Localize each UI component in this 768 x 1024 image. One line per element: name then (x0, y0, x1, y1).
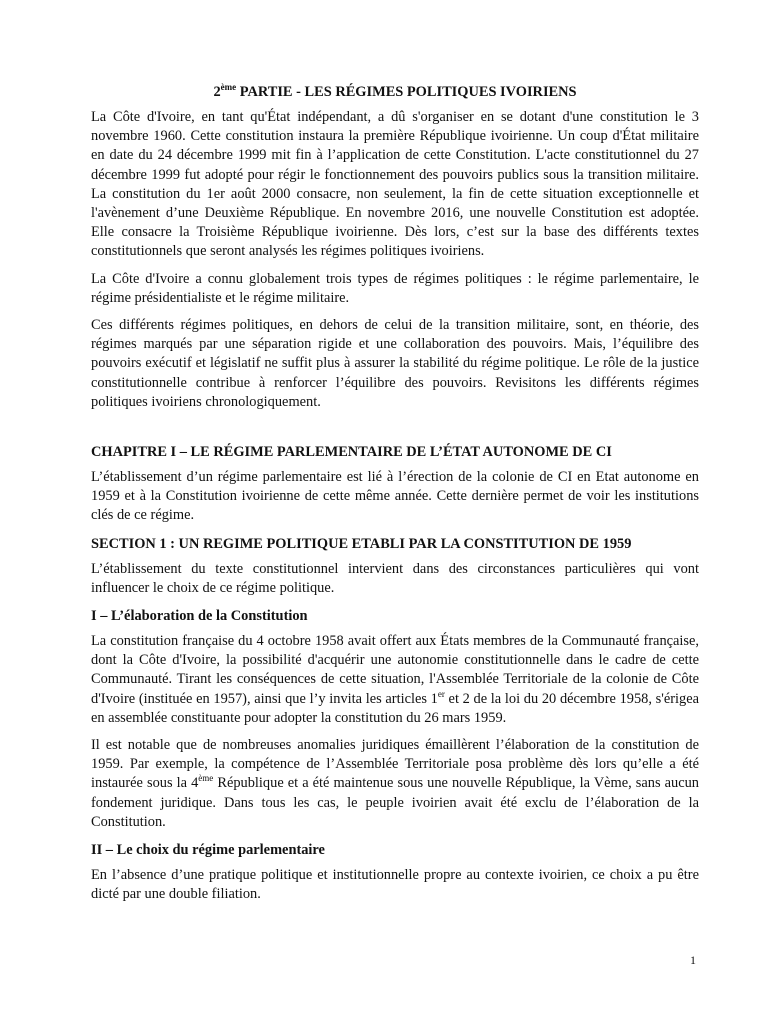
part-title-ordinal: 2 (213, 84, 221, 100)
subsection-1-paragraph-1-part-a: La constitution française du 4 octobre 1958 avait offert aux États membres de la Communauté française, dont la Côte d'Ivoire, la possibilité d'acquérir une autonomie constitutionnelle dans le cadre de cette Communauté. Tirant les conséquences de cette situation, l'Assemblée Territoriale de la colonie de Côte d'Ivoire (instituée en 1957), ainsi que l’y invita les articles 1 (91, 633, 699, 707)
superscript-eme: ème (198, 773, 214, 784)
part-title (91, 82, 699, 102)
page-number: 1 (690, 953, 696, 967)
subsection-2-paragraph-1: En l’absence d’une pratique politique et institutionnelle propre au contexte ivoirien, ce choix a pu être dicté par une double filiation. (91, 867, 699, 903)
chapter-1-heading: CHAPITRE I – LE RÉGIME PARLEMENTAIRE DE L’ÉTAT AUTONOME DE CI (91, 444, 612, 461)
subsection-1-paragraph-2-part-b: République et a été maintenue sous une nouvelle République, la Vème, sans aucun fondement juridique. Dans tous les cas, le peuple ivoirien avait été exclu de l’élaboration de la Constitution. (91, 775, 699, 830)
superscript-er: er (437, 688, 445, 699)
subsection-2-heading: II – Le choix du régime parlementaire (91, 842, 325, 859)
subsection-1-paragraph-2 (91, 736, 699, 832)
intro-paragraph-1: La Côte d'Ivoire, en tant qu'État indépendant, a dû s'organiser en se dotant d'une constitution le 3 novembre 1960. Cette constitution instaura la première République ivoirienne. Un coup d'État militaire en date du 24 décembre 1999 mit fin à l’application de cette Constitution. L'acte constitutionnel du 27 décembre 1999 fut adopté pour régir le fonctionnement des pouvoirs publics sous la transition militaire. La constitution du 1er août 2000 consacre, non seulement, la fin de cette situation exceptionnelle et l'avènement d’une Deuxième République. En novembre 2016, une nouvelle Constitution est adoptée. Elle consacre la Troisième République ivoirienne. Dès lors, c’est sur la base des différents textes constitutionnels que seront analysés les régimes politiques ivoiriens. (91, 109, 699, 260)
section-1-paragraph: L’établissement du texte constitutionnel intervient dans des circonstances particulières qui vont influencer le choix de ce régime politique. (91, 560, 699, 596)
subsection-1-paragraph-1 (91, 632, 699, 728)
subsection-1-paragraph-2-part-a: Il est notable que de nombreuses anomalies juridiques émaillèrent l’élaboration de la constitution de 1959. Par exemple, la compétence de l’Assemblée Territoriale posa problème dès lors qu’elle a été instaurée sous la 4 (91, 737, 699, 792)
part-title-text: PARTIE - LES RÉGIMES POLITIQUES IVOIRIENS (236, 84, 577, 100)
subsection-1-paragraph-1-part-b: et 2 de la loi du 20 décembre 1958, s'érigea en assemblée constituante pour adopter la constitution du 26 mars 1959. (91, 690, 699, 726)
chapter-1-paragraph: L’établissement d’un régime parlementaire est lié à l’érection de la colonie de CI en Etat autonome en 1959 et à la Constitution ivoirienne de cette même année. Cette dernière permet de voir les institutions clés de ce régime. (91, 469, 699, 524)
document-body (91, 82, 699, 913)
intro-paragraph-3: Ces différents régimes politiques, en dehors de celui de la transition militaire, sont, en théorie, des régimes marqués par une séparation rigide et une collaboration des pouvoirs. Mais, l’équilibre des pouvoirs exécutif et législatif ne suffit plus à assurer la stabilité du régime politique. Le rôle de la justice constitutionnelle contribue à renforcer l’équilibre des pouvoirs. Revisitons les différents régimes politiques ivoiriens chronologiquement. (91, 317, 699, 410)
intro-paragraph-2: La Côte d'Ivoire a connu globalement trois types de régimes politiques : le régime parlementaire, le régime présidentialiste et le régime militaire. (91, 270, 699, 306)
part-title-ordinal-suffix: ème (220, 82, 237, 93)
subsection-1-heading: I – L’élaboration de la Constitution (91, 608, 308, 625)
section-1-heading: SECTION 1 : UN REGIME POLITIQUE ETABLI PAR LA CONSTITUTION DE 1959 (91, 535, 632, 552)
